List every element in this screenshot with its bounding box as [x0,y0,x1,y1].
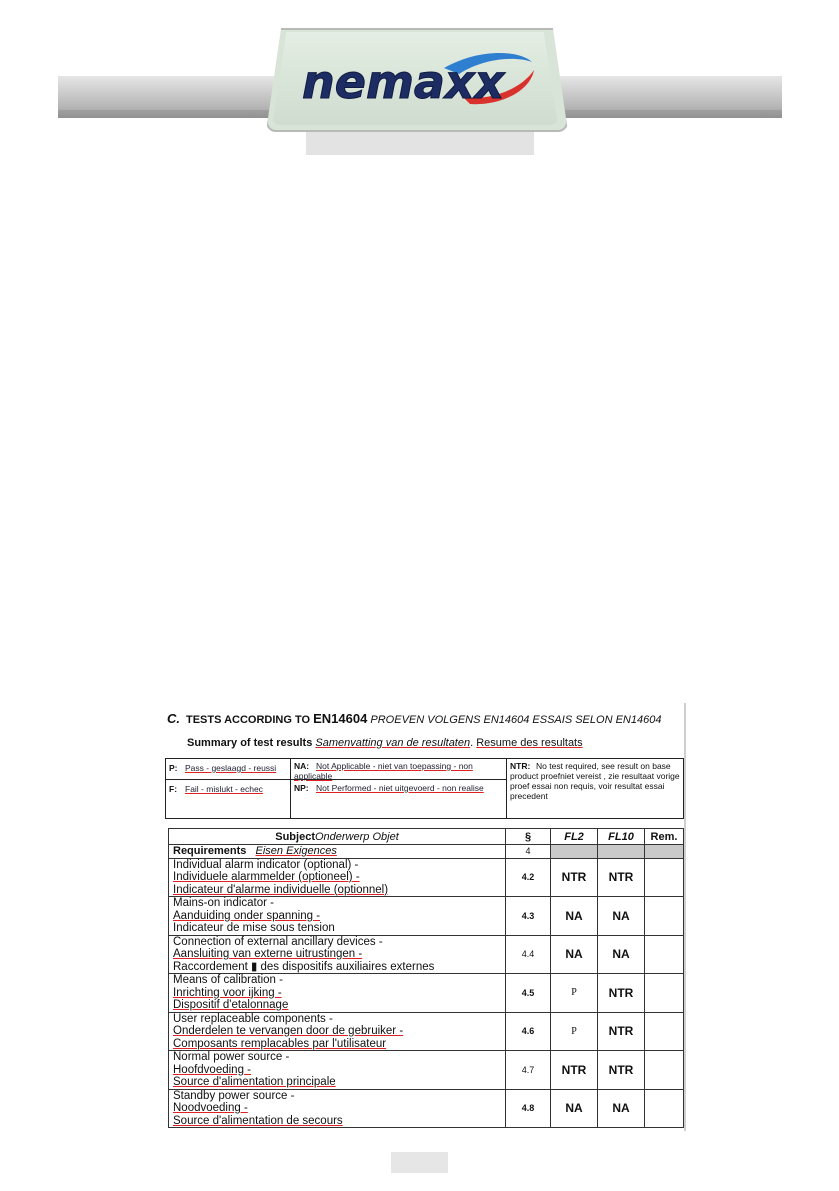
table-row [169,897,684,936]
row-fl2-result: NA [551,897,598,936]
table-row [169,1051,684,1090]
row-subject: Mains-on indicator - Aanduiding onder spanning - Indicateur de mise sous tension [169,897,506,936]
row-section: 4.4 [506,935,551,974]
row-fl10-result: NA [598,897,645,936]
nemaxx-logo [294,40,544,120]
row-section: 4.2 [506,858,551,897]
row-remark [645,974,684,1013]
table-row [169,858,684,897]
logo-text: nemaxx [302,55,505,109]
row-fl10-result: NA [598,935,645,974]
row-fl10-result: NTR [598,974,645,1013]
row-subject: Connection of external ancillary devices - Aansluiting van externe uitrustingen - Raccordement ▮ des dispositifs auxiliaires externes [169,935,506,974]
row-fl2-result: NTR [551,1051,598,1090]
row-fl2-result: NA [551,935,598,974]
row-section: 4.3 [506,897,551,936]
row-remark [645,935,684,974]
row-remark [645,897,684,936]
header-section: § [506,829,551,845]
row-fl10-result: NTR [598,1012,645,1051]
row-fl10-result: NTR [598,1051,645,1090]
row-fl2-result: P [551,974,598,1013]
row-section: 4.7 [506,1051,551,1090]
row-section: 4.8 [506,1089,551,1128]
requirements-table [168,828,684,1128]
row-section: 4.5 [506,974,551,1013]
row-subject: User replaceable components - Onderdelen te vervangen door de gebruiker - Composants remplacables par l'utilisateur [169,1012,506,1051]
requirements-section: 4 [506,845,551,859]
header-fl10: FL10 [598,829,645,845]
table-header-row [169,829,684,845]
row-fl2-result: P [551,1012,598,1051]
row-remark [645,1051,684,1090]
header-subject: SubjectOnderwerp Objet [169,829,506,845]
summary-heading: Summary of test results Samenvatting van de resultaten. Resume des resultats [187,737,583,749]
test-results-scan [164,703,686,1131]
row-remark [645,1089,684,1128]
row-fl10-result: NA [598,1089,645,1128]
row-subject: Means of calibration - Inrichting voor ijking - Dispositif d'etalonnage [169,974,506,1013]
row-subject: Individual alarm indicator (optional) - Individuele alarmmelder (optioneel) - Indicateur d'alarme individuelle (optionnel) [169,858,506,897]
table-row [169,1089,684,1128]
header-fl2: FL2 [551,829,598,845]
row-subject: Standby power source - Noodvoeding - Source d'alimentation de secours [169,1089,506,1128]
table-row [169,974,684,1013]
row-remark [645,858,684,897]
header-remarks: Rem. [645,829,684,845]
section-title: C. TESTS ACCORDING TO EN14604 PROEVEN VOLGENS EN14604 ESSAIS SELON EN14604 [167,711,662,726]
table-row [169,1012,684,1051]
requirements-row [169,845,684,859]
row-fl10-result: NTR [598,858,645,897]
row-subject: Normal power source - Hoofdvoeding - Source d'alimentation principale [169,1051,506,1090]
row-section: 4.6 [506,1012,551,1051]
row-fl2-result: NA [551,1089,598,1128]
result-legend: P: Pass - geslaagd - reussi F: Fail - mislukt - echec NA: Not Applicable - niet van toepassing - non applicable NP: Not Performed - niet uitgevoerd - non realise NTR: No test required, see result on base product proefniet vereist , zie resultaat vorige proef essai non requis, voir resultat essai precedent [165,758,684,819]
requirements-label: Requirements Eisen Exigences [169,845,506,859]
row-remark [645,1012,684,1051]
page-number-box [391,1152,448,1173]
table-row [169,935,684,974]
row-fl2-result: NTR [551,858,598,897]
